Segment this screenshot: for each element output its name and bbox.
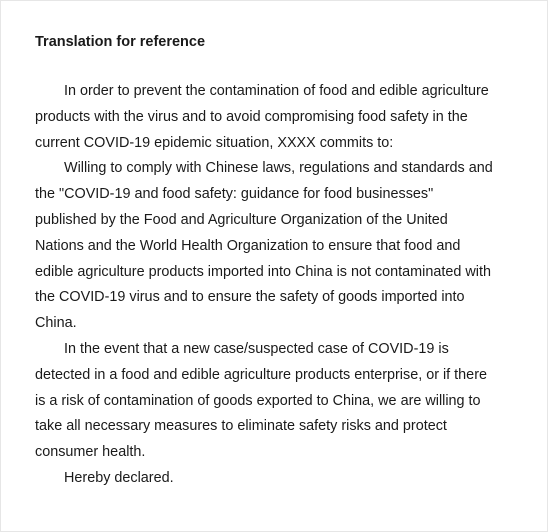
closing-line: Hereby declared. <box>64 469 174 486</box>
paragraph-3-line-5: consumer health. <box>35 444 146 461</box>
paragraph-2-line-6: the COVID-19 virus and to ensure the safety of goods imported into <box>35 289 465 306</box>
paragraph-2-line-5: edible agriculture products imported into China is not contaminated with <box>35 263 491 280</box>
document-body <box>35 79 521 492</box>
paragraph-2-line-2: the "COVID-19 and food safety: guidance for food businesses" <box>35 186 434 203</box>
paragraph-2-line-7: China. <box>35 315 77 332</box>
paragraph-2-line-1: Willing to comply with Chinese laws, regulations and standards and <box>64 160 493 177</box>
paragraph-1-line-1: In order to prevent the contamination of food and edible agriculture <box>64 83 489 99</box>
paragraph-1-line-2: products with the virus and to avoid compromising food safety in the <box>35 108 468 125</box>
paragraph-3-line-1: In the event that a new case/suspected case of COVID-19 is <box>64 340 449 357</box>
paragraph-3-line-4: take all necessary measures to eliminate safety risks and protect <box>35 418 447 435</box>
paragraph-3-line-2: detected in a food and edible agriculture products enterprise, or if there <box>35 366 487 383</box>
paragraph-3-line-3: is a risk of contamination of goods exported to China, we are willing to <box>35 392 481 409</box>
paragraph-2-line-3: published by the Food and Agriculture Organization of the United <box>35 211 448 228</box>
paragraph-1-line-3: current COVID-19 epidemic situation, XXXX commits to: <box>35 134 394 151</box>
document-heading: Translation for reference <box>35 34 206 50</box>
paragraph-2-line-4: Nations and the World Health Organization to ensure that food and <box>35 237 461 254</box>
